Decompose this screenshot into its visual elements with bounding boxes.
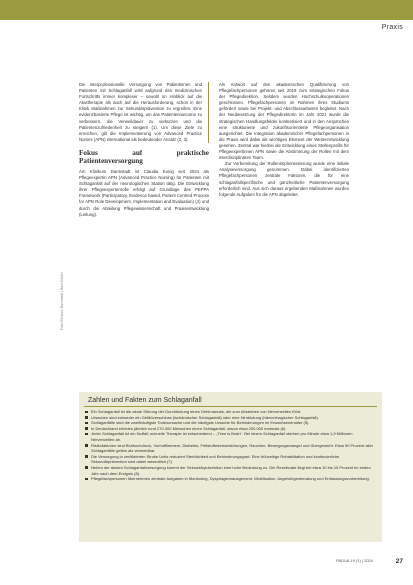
list-item xyxy=(85,443,375,454)
intro-paragraph: Die interprofessionelle Versorgung von Patientinnen und Patienten mit Schlaganfall wird aufgrund des medizinischen Fortschritts immer komplexer – sowohl im Hinblick auf die Akuttherapie als auch auf die Herausforderung, schon in der Klinik Maßnahmen zur Sekundärprävention zu ergreifen. Eine evidenzbasierte Pflege ist wichtig, um das Patientenoutcome zu verbessern, die Verweildauer zu verkürzen und die Patientenzufriedenheit zu steigern (1). Um diese Ziele zu erreichen, gilt die Implementierung von Advanced Practice Nurses (APN) international als bedeutender Ansatz (2, 3). xyxy=(79,82,209,143)
square-bullet-icon xyxy=(85,444,88,447)
square-bullet-icon xyxy=(85,411,88,414)
list-item-text: Neben der akuten Schlaganfallversorgung kommt der Sekundärprävention eine hohe Bedeutung zu. Die Rezidivrate liegt bei etwa 10 bis 15 Prozent im ersten Jahr nach dem Ereignis (8). xyxy=(91,464,371,476)
square-bullet-icon xyxy=(85,478,88,481)
list-item-text: Risikofaktoren sind Bluthochdruck, Vorhofflimmern, Diabetes, Fettstoffwechselstörungen, Rauchen, Bewegungsmangel und Übergewicht. Etwa 90 Prozent aller Schlaganfälle gelten als vermeidbar. xyxy=(91,442,374,454)
fact-box xyxy=(79,392,382,542)
list-item xyxy=(85,454,375,465)
list-item xyxy=(85,476,375,482)
list-item-text: Die Versorgung in zertifizierten Stroke Units reduziert Sterblichkeit und Behinderungsgrad. Eine frühzeitige Rehabilitation und kontinuierliche Sekundärprävention sind dabei wesentlich (7). xyxy=(91,453,340,465)
section-label: Praxis xyxy=(381,24,403,31)
list-item-text: Pflegefachpersonen übernehmen zentrale Aufgaben in Monitoring, Dysphagiemanagement, Mobilisation, Angehörigenberatung und Entlassungsvorbereitung. xyxy=(91,476,370,482)
list-item-text: Jeder Schlaganfall ist ein Notfall; schnelle Therapie ist entscheidend – „Time is Brain“. Bei einem Schlaganfall sterben pro Minute etwa 1,9 Millionen Nervenzellen ab. xyxy=(91,431,353,442)
divider xyxy=(84,406,377,407)
left-column xyxy=(79,82,209,218)
body-paragraph: Als Antwort auf den akademischen Qualifizierung von Pflegefachpersonen gehören seit 2019 zum strategischen Fokus der Pflegedirektion. Seitdem wurden Hochschulkooperationen geschlossen, Pflegefachpersonen im Rahmen ihres Studiums gefördert sowie bei Projekt- und Abschlussarbeiten begleitet. Nach der Neubesetzung der Pflegedirektorin im Jahr 2021 wurde die strategischen Handlungsfelder konkretisiert und in den Ansprüchen eine strukturierte und zukunftsorientierte Pflegeorganisation ausgerichtet. Die Integration akademischer Pflegefachpersonen in die Praxis wird dabei als wichtiges Element der Weiterentwicklung gesehen. Zentral war hierbei die Entwicklung eines Stellenprofils für Pflegeexpertinnen APN sowie die Abstimmung der Rollen mit dem interdisziplinären Team. xyxy=(219,82,349,161)
square-bullet-icon xyxy=(85,455,88,458)
header-band xyxy=(0,0,413,20)
body-paragraph: Am Klinikum Darmstadt ist Claudia Konig seit 2024 als Pflegeexpertin APN (Advanced Practice Nursing) für Patienten mit Schlaganfall auf der neurologischen Station tätig. Die Entwicklung ihrer Pflegeexpertenrolle erfolgt auf Grundlage des PEPPA Framework (Participatory, Evidence based, Patient Centred Process for APN Role Development, Implementation and Evaluation) (4) und durch die Abteilung Pflegewissenschaft und Praxisentwicklung (Leitung). xyxy=(79,168,209,217)
list-item xyxy=(85,465,375,476)
photo-credit: Foto: Klinikum Darmstadt | Hans Köhler xyxy=(60,272,64,330)
square-bullet-icon xyxy=(85,433,88,436)
page-number: 27 xyxy=(395,558,403,565)
list-item-text: Ein Schlaganfall ist die akute Störung der Durchblutung eines Gehirnareals, die zum Absterben von Nervenzellen führt. xyxy=(91,409,302,414)
square-bullet-icon xyxy=(85,427,88,430)
square-bullet-icon xyxy=(85,466,88,469)
list-item-text: In Deutschland erleiden jährlich rund 270.000 Menschen einen Schlaganfall, davon etwa 200.000 erstmals (6). xyxy=(91,425,287,431)
fact-box-title: Zahlen und Fakten zum Schlaganfall xyxy=(88,397,202,404)
fact-list xyxy=(85,409,375,482)
square-bullet-icon xyxy=(85,416,88,419)
subheading: Fokus auf praktische Patientenversorgung xyxy=(79,148,209,166)
list-item xyxy=(85,431,375,442)
list-item-text: Ursachen sind entweder ein Gefäßverschluss (ischämischer Schlaganfall) oder eine Hirnblutung (hämorrhagischer Schlaganfall). xyxy=(91,414,319,420)
square-bullet-icon xyxy=(85,422,88,425)
right-column xyxy=(219,82,349,198)
journal-footer: PADUA 19 (1) | 2024 xyxy=(336,558,373,563)
body-paragraph: Zur Vorbereitung der Rollenimplementierung wurde eine initiale Analyseversorgung genommen. Dabei identifizierten Pflegefachpersonen zentrale Faktoren, die für eine schlaganfallspezifische und ganzheitliche Patientenversorgung erforderlich sind. Aus sich daraus ergebenden Maßnahmen wurden folgende Aufgaben für die APN abgeleitet. xyxy=(219,161,349,197)
list-item-text: Schlaganfälle sind die zweithäufigste Todesursache und die häufigste Ursache für Behinderungen im Erwachsenenalter (5). xyxy=(91,420,310,426)
